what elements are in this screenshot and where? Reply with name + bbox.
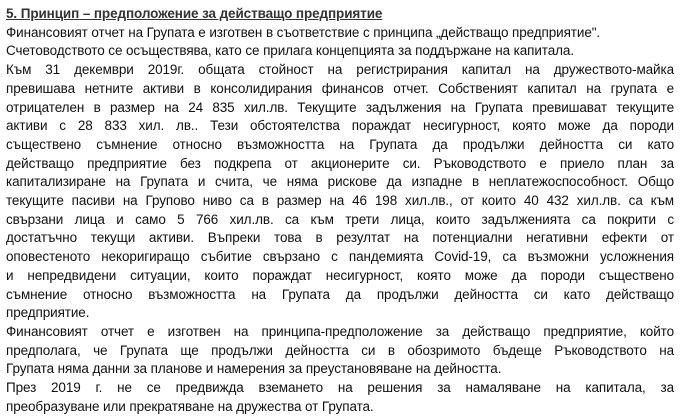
text-line: Групата няма данни за планове и намерения за преустановяване на дейността. <box>6 361 502 377</box>
text-line: Към 31 декември 2019г. общата стойност на регистрирания капитал на дружеството-майка <box>6 62 674 78</box>
text-line: достатъчно текущи активи. Въпреки това в резултат на потенциални негативни ефекти от <box>6 230 674 246</box>
text-line: съмнение относно възможността на Групата да продължи дейността си като действащо <box>6 286 674 302</box>
text-line: предполага, че Групата ще продължи дейността си в обозримото бъдеще Ръководството на <box>6 342 674 358</box>
paragraph-1 <box>6 24 674 43</box>
paragraph-5 <box>6 379 674 416</box>
text-line: свързани лица и само 5 766 хил.лв. са към трети лица, които задълженията са покрити с <box>6 211 674 227</box>
paragraph-3 <box>6 61 674 323</box>
text-line: капитализиране на Групата и счита, че няма рискове да изпадне в неплатежоспособност. Общо <box>6 174 674 190</box>
text-line: активи с 28 833 хил. лв.. Тези обстоятелства пораждат несигурност, която може да породи <box>6 118 674 134</box>
text-line: оповестеното некоригиращо събитие свързано с пандемията Covid-19, са възможни усложнения <box>6 249 674 265</box>
paragraph-2 <box>6 42 674 61</box>
text-line: превишава нетните активи в консолидирания финансов отчет. Собственият капитал на групата е <box>6 80 674 96</box>
text-line: Счетоводството се осъществява, като се прилага концепцията за поддържане на капитала. <box>6 43 574 59</box>
text-line: През 2019 г. не се предвижда вземането на решения за намаляване на капитала, за <box>6 380 674 396</box>
paragraph-4 <box>6 323 674 379</box>
text-line: преобразуване или прекратяване на дружества от Групата. <box>6 398 374 414</box>
text-line: Финансовият отчет е изготвен на принципа-предположение за действащо предприятие, който <box>6 323 674 339</box>
text-line: действащо предприятие без подкрепа от акционерите си. Ръководството е приело план за <box>6 155 674 171</box>
text-line: Финансовият отчет на Групата е изготвен в съответствие с принципа „действащо предприятие". <box>6 24 601 40</box>
text-line: текущите пасиви на Групово ниво са в размер на 46 198 хил.лв., от които 40 432 хил.лв. са към <box>6 193 674 209</box>
text-line: съществено съмнение относно възможността на Групата да продължи дейността си като <box>6 136 674 152</box>
section-heading: 5. Принцип – предположение за действащо предприятие <box>6 6 383 21</box>
text-line: и непредвидени ситуации, които пораждат несигурност, която може да породи съществено <box>6 267 674 283</box>
text-line: предприятие. <box>6 305 90 321</box>
text-line: отрицателен в размер на 24 835 хил.лв. Текущите задължения на Групата превишават текущите <box>6 99 674 115</box>
